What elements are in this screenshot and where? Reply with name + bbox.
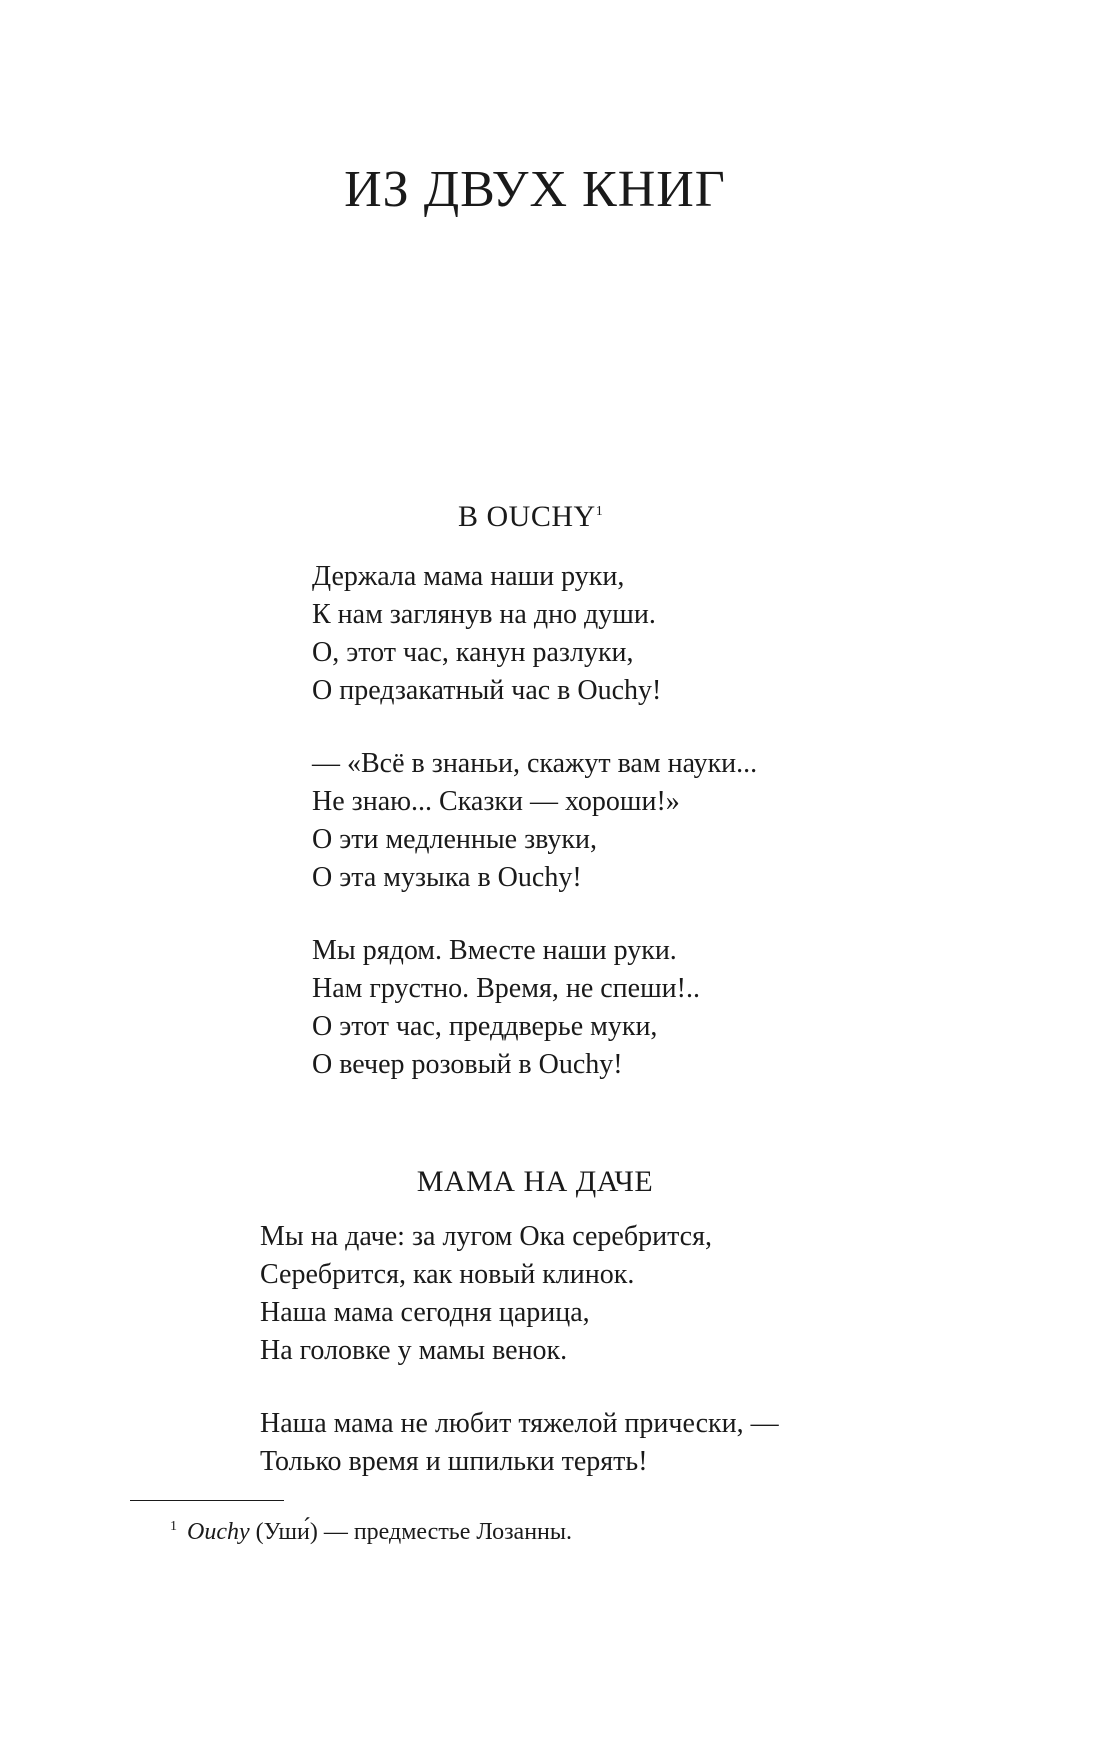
poem-2-stanza-1 (260, 1218, 712, 1370)
poem-line: — «Всё в знаньи, скажут вам науки... (312, 748, 758, 779)
poem-title-ouchy (458, 500, 603, 534)
footnote-reference: 1 (595, 504, 604, 519)
poem-line: Только время и шпильки терять! (260, 1446, 648, 1477)
poem-2-stanza-2 (260, 1405, 779, 1481)
section-title: ИЗ ДВУХ КНИГ (344, 161, 726, 218)
poem-1-stanza-1 (312, 558, 661, 710)
poem-line: На головке у мамы венок. (260, 1335, 568, 1366)
poem-line: Не знаю... Сказки — хороши!» (312, 786, 680, 817)
poem-line: Нам грустно. Время, не спеши!.. (312, 973, 700, 1004)
footnote-divider (130, 1500, 284, 1501)
footnote-text: (Уши́) — предместье Лозанны. (249, 1519, 573, 1545)
poem-line: Серебрится, как новый клинок. (260, 1259, 635, 1290)
poem-line: К нам заглянув на дно души. (312, 599, 656, 630)
footnote (170, 1512, 572, 1547)
poem-1-stanza-2 (312, 745, 757, 897)
poem-line: Наша мама не любит тяжелой прически, — (260, 1408, 779, 1439)
poem-line: О вечер розовый в Ouchy! (312, 1049, 623, 1080)
poem-line: О предзакатный час в Ouchy! (312, 675, 662, 706)
poem-line: Мы на даче: за лугом Ока серебрится, (260, 1221, 712, 1252)
poem-line: О этот час, преддверье муки, (312, 1011, 658, 1042)
footnote-marker: 1 (170, 1519, 177, 1534)
poem-line: О эта музыка в Ouchy! (312, 862, 582, 893)
poem-line: О эти медленные звуки, (312, 824, 598, 855)
poem-title-mama-na-dache: МАМА НА ДАЧЕ (416, 1165, 654, 1198)
footnote-term: Ouchy (187, 1519, 250, 1545)
poem-title-text: В OUCHY (458, 500, 596, 533)
poem-line: О, этот час, канун разлуки, (312, 637, 634, 668)
poem-line: Мы рядом. Вместе наши руки. (312, 935, 677, 966)
poem-1-stanza-3 (312, 932, 700, 1084)
poem-line: Наша мама сегодня царица, (260, 1297, 590, 1328)
poem-line: Держала мама наши руки, (312, 561, 625, 592)
